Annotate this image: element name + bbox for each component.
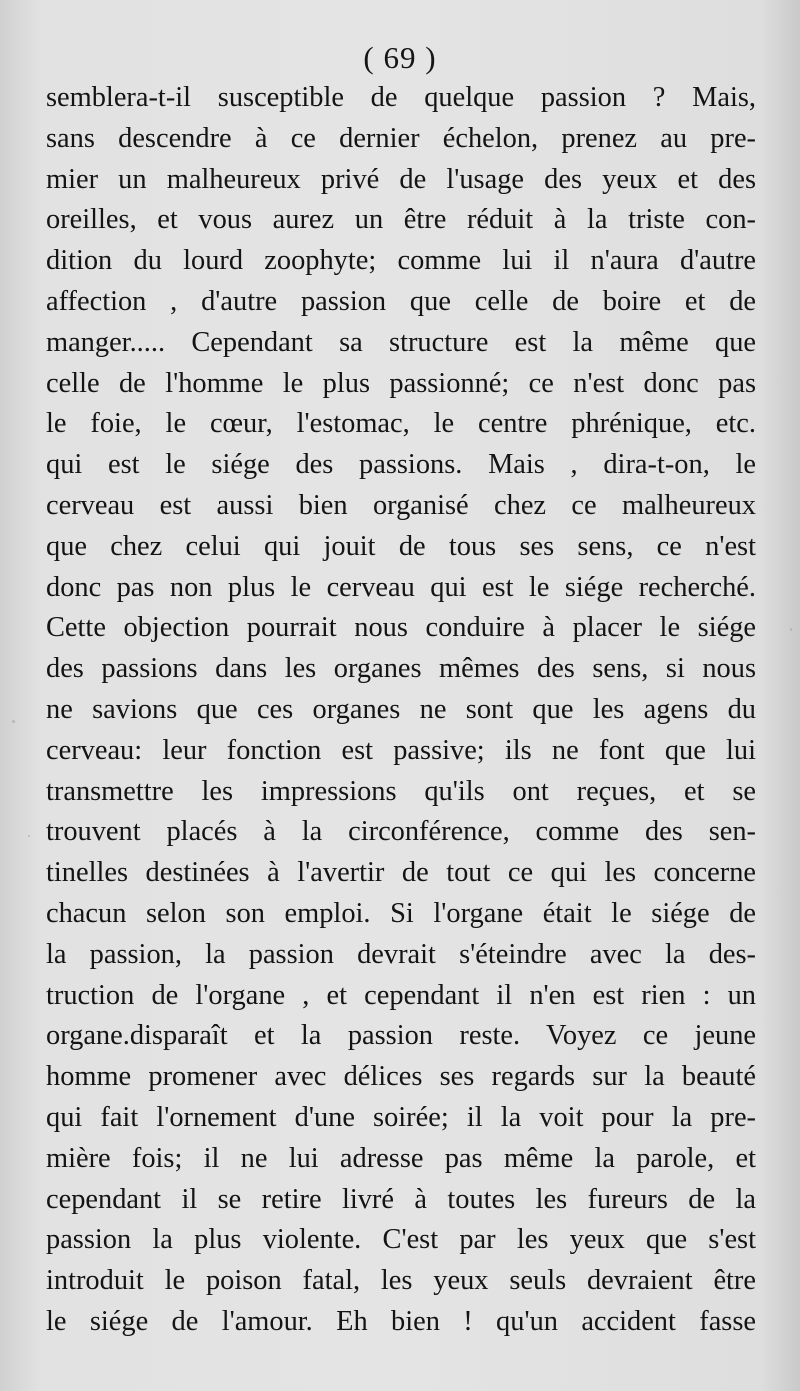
text-line-21: chacun selon son emploi. Si l'organe était le siége de [46, 897, 756, 929]
text-line-14: Cette objection pourrait nous conduire à placer le siége [46, 612, 756, 644]
page-number: ( 69 ) [363, 40, 437, 75]
text-line-9: le foie, le cœur, l'estomac, le centre phrénique, etc. [46, 408, 756, 440]
text-line-22: la passion, la passion devrait s'éteindre avec la des- [46, 938, 756, 970]
text-line-12: que chez celui qui jouit de tous ses sens, ce n'est [46, 530, 756, 562]
text-line-4: oreilles, et vous aurez un être réduit à la triste con- [46, 204, 756, 236]
paper-speck [28, 835, 30, 837]
text-line-7: manger..... Cependant sa structure est la même que [46, 326, 756, 358]
text-line-29: passion la plus violente. C'est par les yeux que s'est [46, 1224, 756, 1256]
text-line-2: sans descendre à ce dernier échelon, prenez au pre- [46, 122, 756, 154]
text-line-23: truction de l'organe , et cependant il n'en est rien : un [46, 979, 756, 1011]
text-line-15: des passions dans les organes mêmes des sens, si nous [46, 653, 756, 685]
text-line-28: cependant il se retire livré à toutes les fureurs de la [46, 1183, 756, 1215]
text-line-13: donc pas non plus le cerveau qui est le siége recherché. [46, 571, 756, 603]
text-line-1: semblera-t-il susceptible de quelque passion ? Mais, [46, 82, 756, 113]
page-body-text [46, 78, 756, 1343]
text-line-30: introduit le poison fatal, les yeux seuls devraient être [46, 1265, 756, 1297]
text-line-10: qui est le siége des passions. Mais , dira-t-on, le [46, 449, 756, 481]
text-line-24: organe.disparaît et la passion reste. Voyez ce jeune [46, 1020, 756, 1052]
text-line-8: celle de l'homme le plus passionné; ce n'est donc pas [46, 367, 756, 399]
text-line-20: tinelles destinées à l'avertir de tout ce qui les concerne [46, 857, 756, 889]
text-line-27: mière fois; il ne lui adresse pas même la parole, et [46, 1142, 756, 1174]
text-line-19: trouvent placés à la circonférence, comme des sen- [46, 816, 756, 848]
text-line-16: ne savions que ces organes ne sont que les agens du [46, 693, 756, 725]
text-line-31: le siége de l'amour. Eh bien ! qu'un accident fasse [46, 1305, 756, 1337]
text-line-26: qui fait l'ornement d'une soirée; il la voit pour la pre- [46, 1101, 756, 1133]
text-line-25: homme promener avec délices ses regards sur la beauté [46, 1061, 756, 1093]
text-line-18: transmettre les impressions qu'ils ont reçues, et se [46, 775, 756, 807]
text-line-5: dition du lourd zoophyte; comme lui il n'aura d'autre [46, 245, 756, 277]
text-line-17: cerveau: leur fonction est passive; ils ne font que lui [46, 734, 756, 766]
paper-speck [12, 720, 15, 723]
text-line-3: mier un malheureux privé de l'usage des yeux et des [46, 163, 756, 195]
text-line-11: cerveau est aussi bien organisé chez ce malheureux [46, 489, 756, 521]
paper-speck [790, 628, 792, 631]
text-line-6: affection , d'autre passion que celle de boire et de [46, 285, 756, 317]
